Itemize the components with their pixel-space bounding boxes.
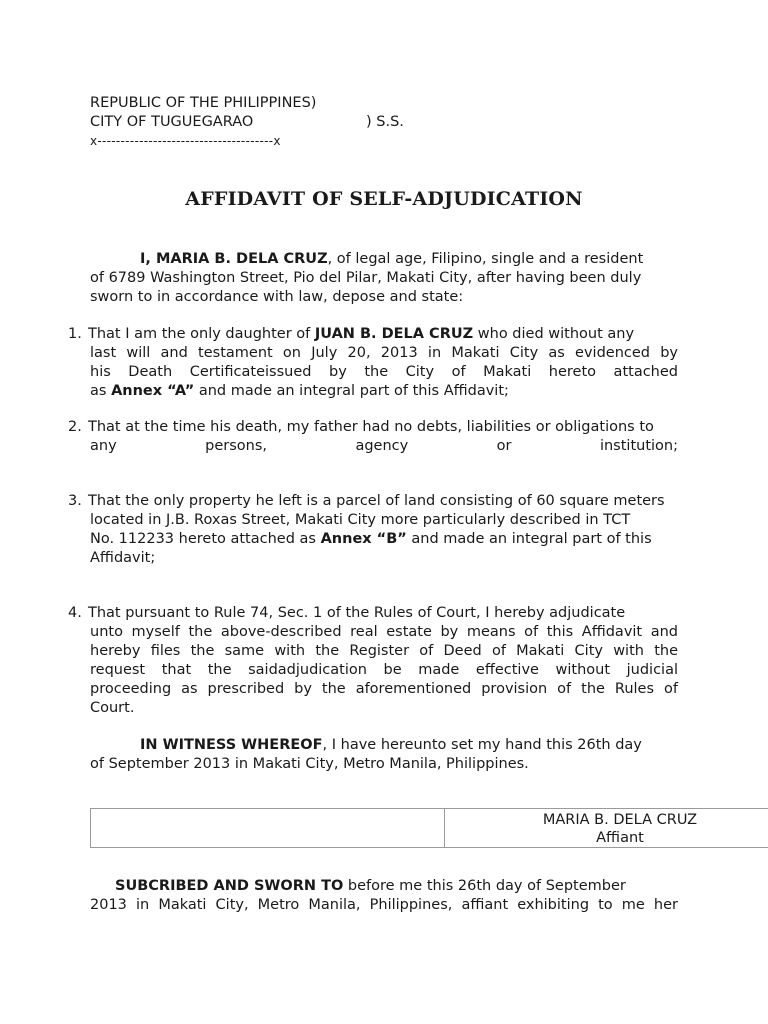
item-4-line-1: That pursuant to Rule 74, Sec. 1 of the Rules of Court, I hereby adjudicate xyxy=(88,605,626,621)
signature-role: Affiant xyxy=(596,830,644,846)
signature-name: MARIA B. DELA CRUZ xyxy=(542,812,698,828)
affiant-name: I, MARIA B. DELA CRUZ xyxy=(140,251,328,267)
witness-lead: IN WITNESS WHEREOF xyxy=(140,737,323,753)
caption-city: CITY OF TUGUEGARAO xyxy=(90,114,254,130)
intro-line-3: sworn to in accordance with law, depose and state: xyxy=(90,289,464,305)
caption-republic: REPUBLIC OF THE PHILIPPINES) xyxy=(90,95,317,111)
annex-a-label: Annex “A” xyxy=(111,383,195,399)
item-4-line-5: proceeding as prescribed by the aforementioned provision of the Rules of xyxy=(90,681,678,697)
item-4-number: 4. xyxy=(68,605,82,621)
item-3-line-1: That the only property he left is a parcel of land consisting of 60 square meters xyxy=(88,493,665,509)
item-3-line-4: Affidavit; xyxy=(90,550,156,566)
witness-line-1: IN WITNESS WHEREOF, I have hereunto set my hand this 26th day xyxy=(140,737,642,753)
intro-line-2: of 6789 Washington Street, Pio del Pilar, Makati City, after having been duly xyxy=(90,270,642,286)
item-2-line-2: any persons, agency or institution; xyxy=(90,438,678,454)
item-1-line-4: as Annex “A” and made an integral part of this Affidavit; xyxy=(90,383,509,399)
item-2-line-1: That at the time his death, my father had no debts, liabilities or obligations to xyxy=(88,419,654,435)
caption-ss: ) S.S. xyxy=(366,114,404,130)
document-title: AFFIDAVIT OF SELF-ADJUDICATION xyxy=(185,188,583,210)
signature-table xyxy=(90,808,768,848)
caption-separator: x--------------------------------------x xyxy=(90,134,281,148)
annex-b-label: Annex “B” xyxy=(320,531,407,547)
item-1-number: 1. xyxy=(68,326,82,342)
item-4-line-4: request that the saidadjudication be made effective without judicial xyxy=(90,662,678,678)
item-3-number: 3. xyxy=(68,493,82,509)
witness-line-2: of September 2013 in Makati City, Metro Manila, Philippines. xyxy=(90,756,529,772)
decedent-name: JUAN B. DELA CRUZ xyxy=(314,326,474,342)
item-4-line-3: hereby files the same with the Register of Deed of Makati City with the xyxy=(90,643,678,659)
item-2-number: 2. xyxy=(68,419,82,435)
jurat-line-2: 2013 in Makati City, Metro Manila, Philippines, affiant exhibiting to me her xyxy=(90,897,678,913)
item-4-line-2: unto myself the above-described real estate by means of this Affidavit and xyxy=(90,624,678,640)
item-1-line-1: That I am the only daughter of JUAN B. DELA CRUZ who died without any xyxy=(88,326,635,342)
intro-line-1: I, MARIA B. DELA CRUZ, of legal age, Filipino, single and a resident xyxy=(140,251,644,267)
item-1-line-3: his Death Certificateissued by the City of Makati hereto attached xyxy=(90,364,678,380)
item-3-line-3: No. 112233 hereto attached as Annex “B” and made an integral part of this xyxy=(90,531,652,547)
jurat-lead: SUBCRIBED AND SWORN TO xyxy=(115,878,344,894)
item-3-line-2: located in J.B. Roxas Street, Makati City more particularly described in TCT xyxy=(90,512,631,528)
item-1-line-2: last will and testament on July 20, 2013 in Makati City as evidenced by xyxy=(90,345,678,361)
item-4-line-6: Court. xyxy=(90,700,135,716)
jurat-line-1: SUBCRIBED AND SWORN TO before me this 26th day of September xyxy=(115,878,626,894)
